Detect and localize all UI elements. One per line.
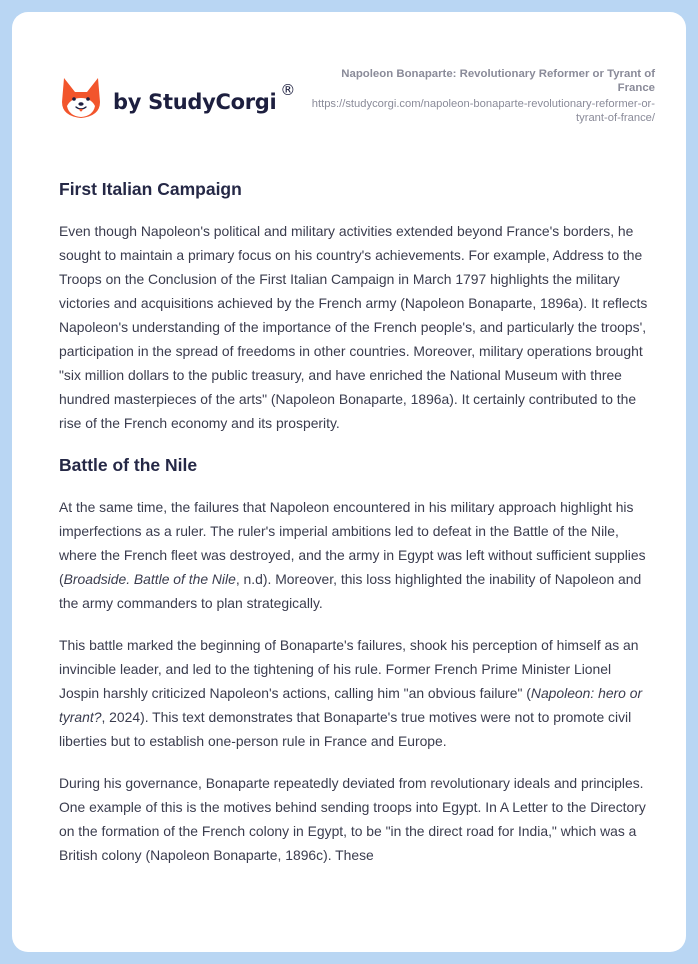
document-url[interactable]: https://studycorgi.com/napoleon-bonaparte-revolutionary-reformer-or-tyrant-of-france/: [311, 98, 655, 124]
paragraph: [59, 633, 649, 753]
paragraph-text: During his governance, Bonaparte repeatedly deviated from revolutionary ideals and principles. One example of this is the motives behind sending troops into Egypt. In A Letter to the Directory on the formation of the French colony in Egypt, to be "in the direct road for India," which was a British colony (Napoleon Bonaparte, 1896c). These: [59, 775, 646, 863]
document-header: [12, 12, 686, 152]
document-meta: [305, 67, 655, 125]
paragraph: [59, 771, 649, 867]
paragraph-text: At the same time, the failures that Napoleon encountered in his military approach highlight his imperfections as a ruler. The ruler's imperial ambitions led to defeat in the Battle of the Nile, where the French fleet was destroyed, and the army in Egypt was left without sufficient supplies (: [59, 499, 646, 587]
paragraph: [59, 495, 649, 615]
section-heading-first-italian-campaign: First Italian Campaign: [59, 179, 242, 199]
citation-title: Broadside. Battle of the Nile: [63, 571, 236, 587]
document-card: [12, 12, 686, 952]
logo-text: by StudyCorgi: [113, 90, 277, 114]
section-heading-battle-of-the-nile: Battle of the Nile: [59, 455, 198, 475]
citation-title: Napoleon: hero or tyrant?: [59, 685, 643, 725]
paragraph: [59, 219, 649, 435]
paragraph-text: , 2024). This text demonstrates that Bonaparte's true motives were not to promote civil liberties but to establish one-person rule in France and Europe.: [59, 709, 632, 749]
paragraph-text: Even though Napoleon's political and military activities extended beyond France's borders, he sought to maintain a primary focus on his country's achievements. For example, Address to the Troops on the Conclusion of the First Italian Campaign in March 1797 highlights the military victories and acquisitions achieved by the French army (Napoleon Bonaparte, 1896a). It reflects Napoleon's understanding of the importance of the French people's, and particularly the troops', participation in the spread of freedoms in other countries. Moreover, military operations brought "six million dollars to the public treasury, and have enriched the National Museum with three hundred masterpieces of the arts" (Napoleon Bonaparte, 1896a). It certainly contributed to the rise of the French economy and its prosperity.: [59, 223, 648, 431]
paragraph-text: , n.d). Moreover, this loss highlighted the inability of Napoleon and the army commanders to plan strategically.: [59, 571, 642, 611]
document-body: [59, 174, 649, 867]
paragraph-text: This battle marked the beginning of Bonaparte's failures, shook his perception of himself as an invincible leader, and led to the tightening of his rule. Former French Prime Minister Lionel Jospin harshly criticized Napoleon's actions, calling him "an obvious failure" (: [59, 637, 639, 701]
corgi-face-icon: [61, 76, 101, 120]
studycorgi-logo[interactable]: [61, 76, 295, 120]
document-title: Napoleon Bonaparte: Revolutionary Reformer or Tyrant of France: [341, 68, 655, 94]
registered-mark: ®: [280, 81, 296, 99]
